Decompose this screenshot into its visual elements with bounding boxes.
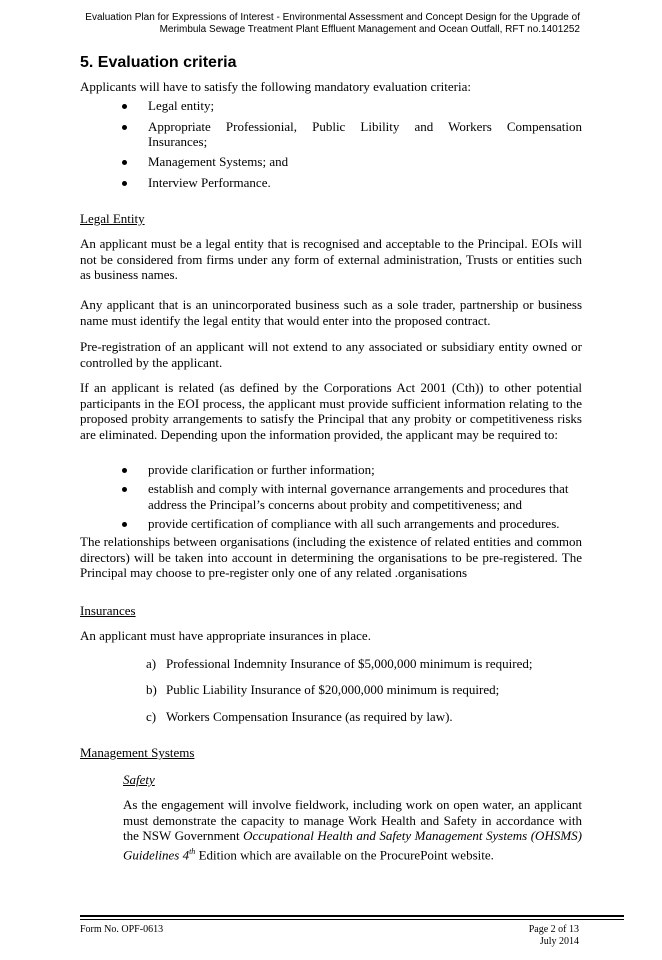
bullet-dot (122, 468, 127, 473)
header-line-2: Merimbula Sewage Treatment Plant Effluent Management and Ocean Outfall, RFT no.1401252 (159, 24, 580, 35)
insurance-item-workers-compensation: Workers Compensation Insurance (as required by law). (166, 709, 453, 724)
footer-rule-thick (80, 915, 624, 917)
legal-entity-paragraph-3: Pre-registration of an applicant will not extend to any associated or subsidiary entity owned or controlled by the applicant. (80, 339, 582, 370)
legal-entity-paragraph-2: Any applicant that is an unincorporated business such as a sole trader, partnership or business name must identify the legal entity that would enter into the proposed contract. (80, 297, 582, 328)
legal-entity-paragraph-4: If an applicant is related (as defined by the Corporations Act 2001 (Cth)) to other potential participants in the EOI process, the applicant must provide sufficient information relating to the proposed probity arrangements to satisfy the Principal that any probity or competitiveness risks are eliminated. Depending upon the information provided, the applicant may be required to: (80, 380, 582, 442)
legal-entity-paragraph-5: The relationships between organisations (including the existence of related entities and common directors) will be taken into account in determining the organisations to be pre-registered. The Principal may choose to pre-register only one of any related .organisations (80, 534, 582, 580)
insurance-item-label: c) (146, 709, 157, 724)
running-header (85, 12, 580, 36)
bullet-dot (122, 522, 127, 527)
insurances-heading: Insurances (80, 603, 136, 618)
bullet-dot (122, 125, 127, 130)
footer-rule-thin (80, 919, 624, 920)
edition-superscript: th (189, 846, 196, 856)
insurance-item-label: a) (146, 656, 157, 671)
criteria-item-legal-entity: Legal entity; (148, 98, 215, 113)
legal-entity-heading: Legal Entity (80, 211, 145, 226)
section-title: 5. Evaluation criteria (80, 54, 237, 71)
management-systems-heading: Management Systems (80, 745, 195, 760)
safety-paragraph (123, 797, 582, 862)
bullet-dot (122, 160, 127, 165)
insurance-item-label: b) (146, 682, 157, 697)
criteria-item-management: Management Systems; and (148, 154, 289, 169)
probity-item-clarification: provide clarification or further information; (148, 462, 375, 477)
header-line-1: Evaluation Plan for Expressions of Interest - Environmental Assessment and Concept Design for the Upgrade of (85, 12, 580, 23)
ohsms-guidelines-title: Occupational Health and Safety Management Systems (OHSMS) Guidelines 4 (123, 828, 582, 862)
insurances-intro: An applicant must have appropriate insurances in place. (80, 628, 371, 643)
page-info (529, 924, 579, 948)
insurance-item-professional-indemnity: Professional Indemnity Insurance of $5,000,000 minimum is required; (166, 656, 533, 671)
criteria-item-interview: Interview Performance. (148, 175, 271, 190)
legal-entity-paragraph-1: An applicant must be a legal entity that is recognised and acceptable to the Principal. EOIs will not be considered from firms under any form of external administration, Trusts or entities such as business names. (80, 236, 582, 282)
safety-paragraph-text-end: Edition which are available on the ProcurePoint website. (195, 846, 494, 862)
probity-item-governance: establish and comply with internal governance arrangements and procedures that address the Principal’s concerns about probity and competitiveness; and (148, 481, 569, 512)
footer-date: July 2014 (539, 936, 579, 947)
safety-paragraph-text: As the engagement will involve fieldwork, including work on open water, an applicant must demonstrate the capacity to manage Work Health and Safety in accordance with the NSW Government (123, 797, 582, 843)
bullet-dot (122, 181, 127, 186)
insurance-item-public-liability: Public Liability Insurance of $20,000,000 minimum is required; (166, 682, 500, 697)
bullet-dot (122, 487, 127, 492)
criteria-intro: Applicants will have to satisfy the following mandatory evaluation criteria: (80, 79, 471, 94)
bullet-dot (122, 104, 127, 109)
safety-subheading: Safety (123, 772, 155, 787)
form-number: Form No. OPF-0613 (80, 924, 164, 935)
criteria-item-insurances-line2: Insurances; (148, 134, 208, 149)
criteria-item-insurances-line1: Appropriate Professionial, Public Libility and Workers Compensation (148, 119, 582, 134)
page-number: Page 2 of 13 (528, 924, 579, 935)
probity-item-certification: provide certification of compliance with all such arrangements and procedures. (148, 516, 560, 531)
